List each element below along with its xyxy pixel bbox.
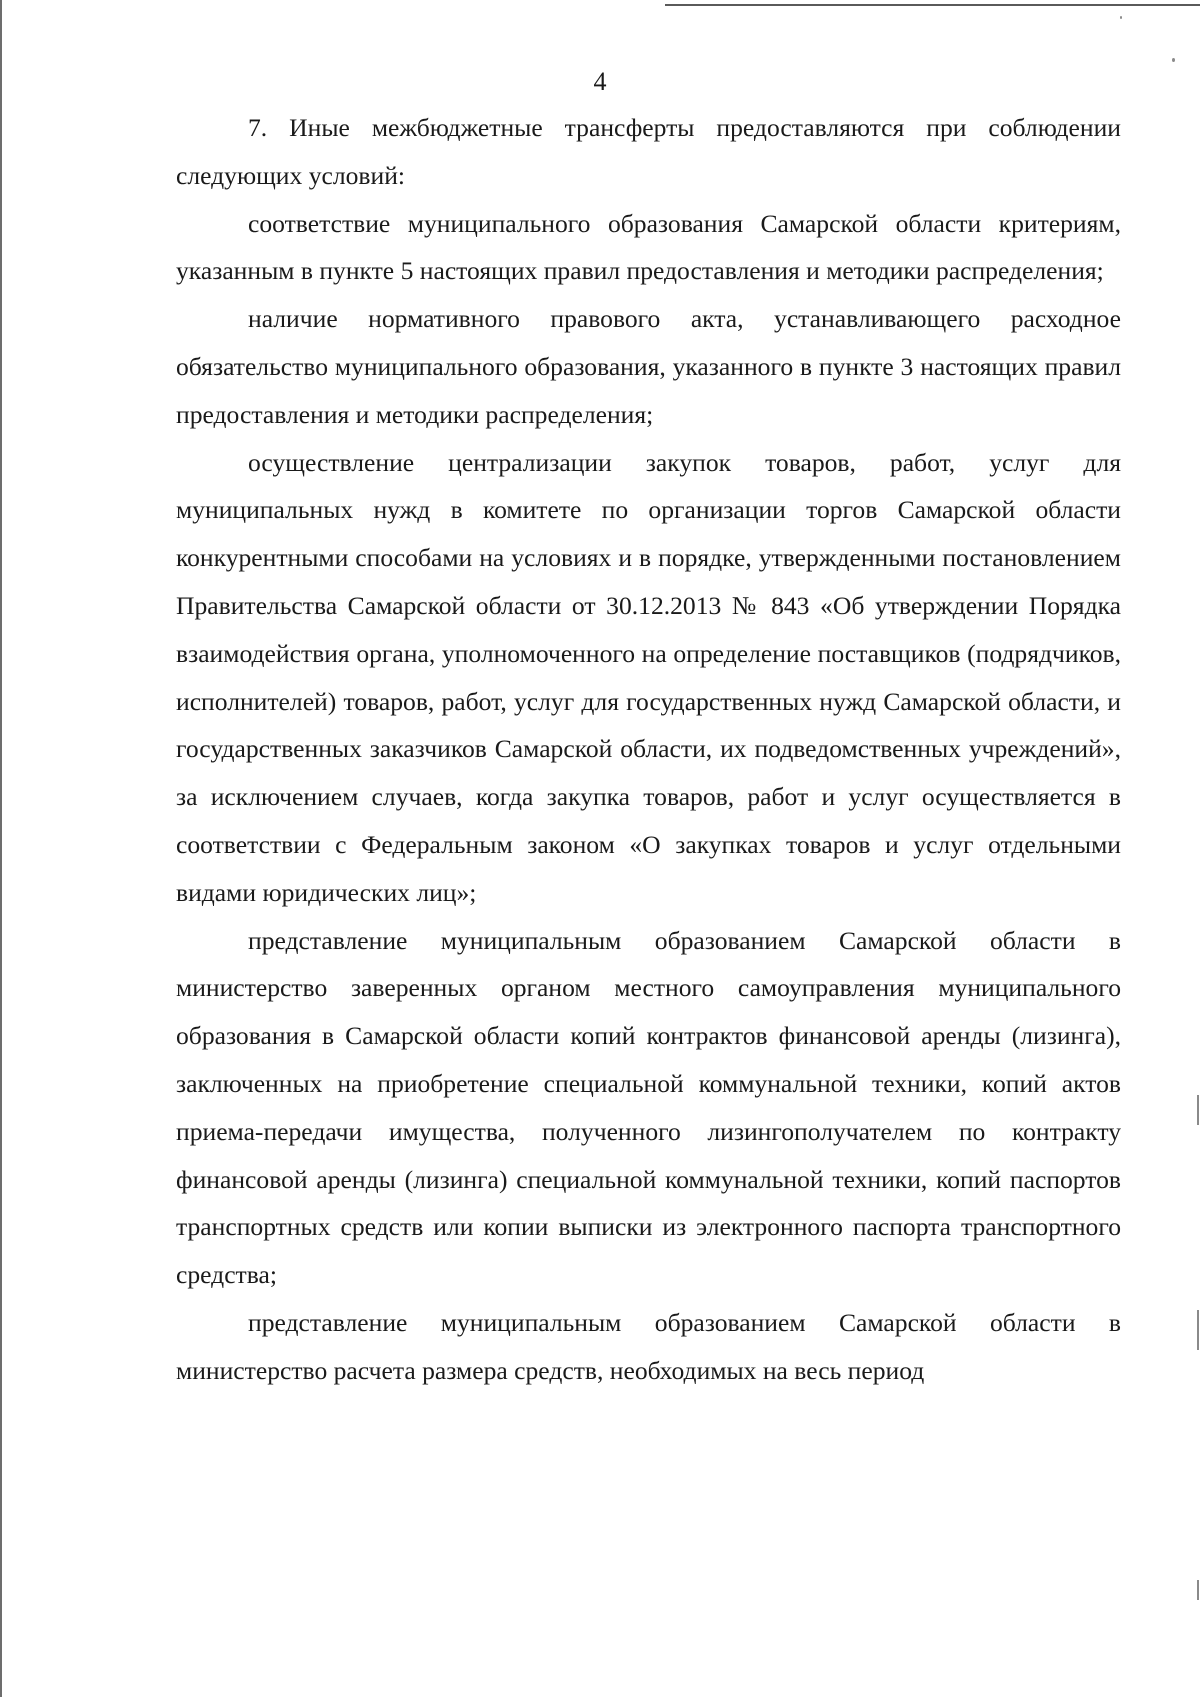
page-number: 4: [593, 67, 607, 96]
scan-speck: [1197, 1310, 1199, 1350]
document-body: [176, 104, 1121, 1395]
paragraph: осуществление централизации закупок товаров, работ, услуг для муниципальных нужд в комитете по организации торгов Самарской области конкурентными способами на условиях и в порядке, утвержденными постановлением Правительства Самарской области от 30.12.2013 № 843 «Об утверждении Порядка взаимодействия органа, уполномоченного на определение поставщиков (подрядчиков, исполнителей) товаров, работ, услуг для государственных нужд Самарской области, и государственных заказчиков Самарской области, их подведомственных учреждений», за исключением случаев, когда закупка товаров, работ и услуг осуществляется в соответствии с Федеральным законом «О закупках товаров и услуг отдельными видами юридических лиц»;: [176, 447, 1121, 907]
paragraph: представление муниципальным образованием Самарской области в министерство заверенных органом местного самоуправления муниципального образования в Самарской области копий контрактов финансовой аренды (лизинга), заключенных на приобретение специальной коммунальной техники, копий актов приема-передачи имущества, полученного лизингополучателем по контракту финансовой аренды (лизинга) специальной коммунальной техники, копий паспортов транспортных средств или копии выписки из электронного паспорта транспортного средства;: [176, 925, 1121, 1290]
scan-speck: [1197, 1580, 1199, 1600]
paragraph: представление муниципальным образованием Самарской области в министерство расчета размера средств, необходимых на весь период: [176, 1307, 1121, 1385]
scan-speck: [1120, 16, 1122, 19]
scan-speck: [1197, 1095, 1199, 1125]
paragraph: наличие нормативного правового акта, устанавливающего расходное обязательство муниципального образования, указанного в пункте 3 настоящих правил предоставления и методики распределения;: [176, 304, 1121, 429]
paragraph: 7. Иные межбюджетные трансферты предоставляются при соблюдении следующих условий:: [176, 113, 1121, 190]
scan-top-edge: [665, 4, 1200, 6]
paragraph: соответствие муниципального образования Самарской области критериям, указанным в пункте 5 настоящих правил предоставления и методики распределения;: [176, 208, 1121, 286]
scan-speck: [1172, 58, 1175, 62]
scan-left-edge: [0, 0, 2, 1697]
